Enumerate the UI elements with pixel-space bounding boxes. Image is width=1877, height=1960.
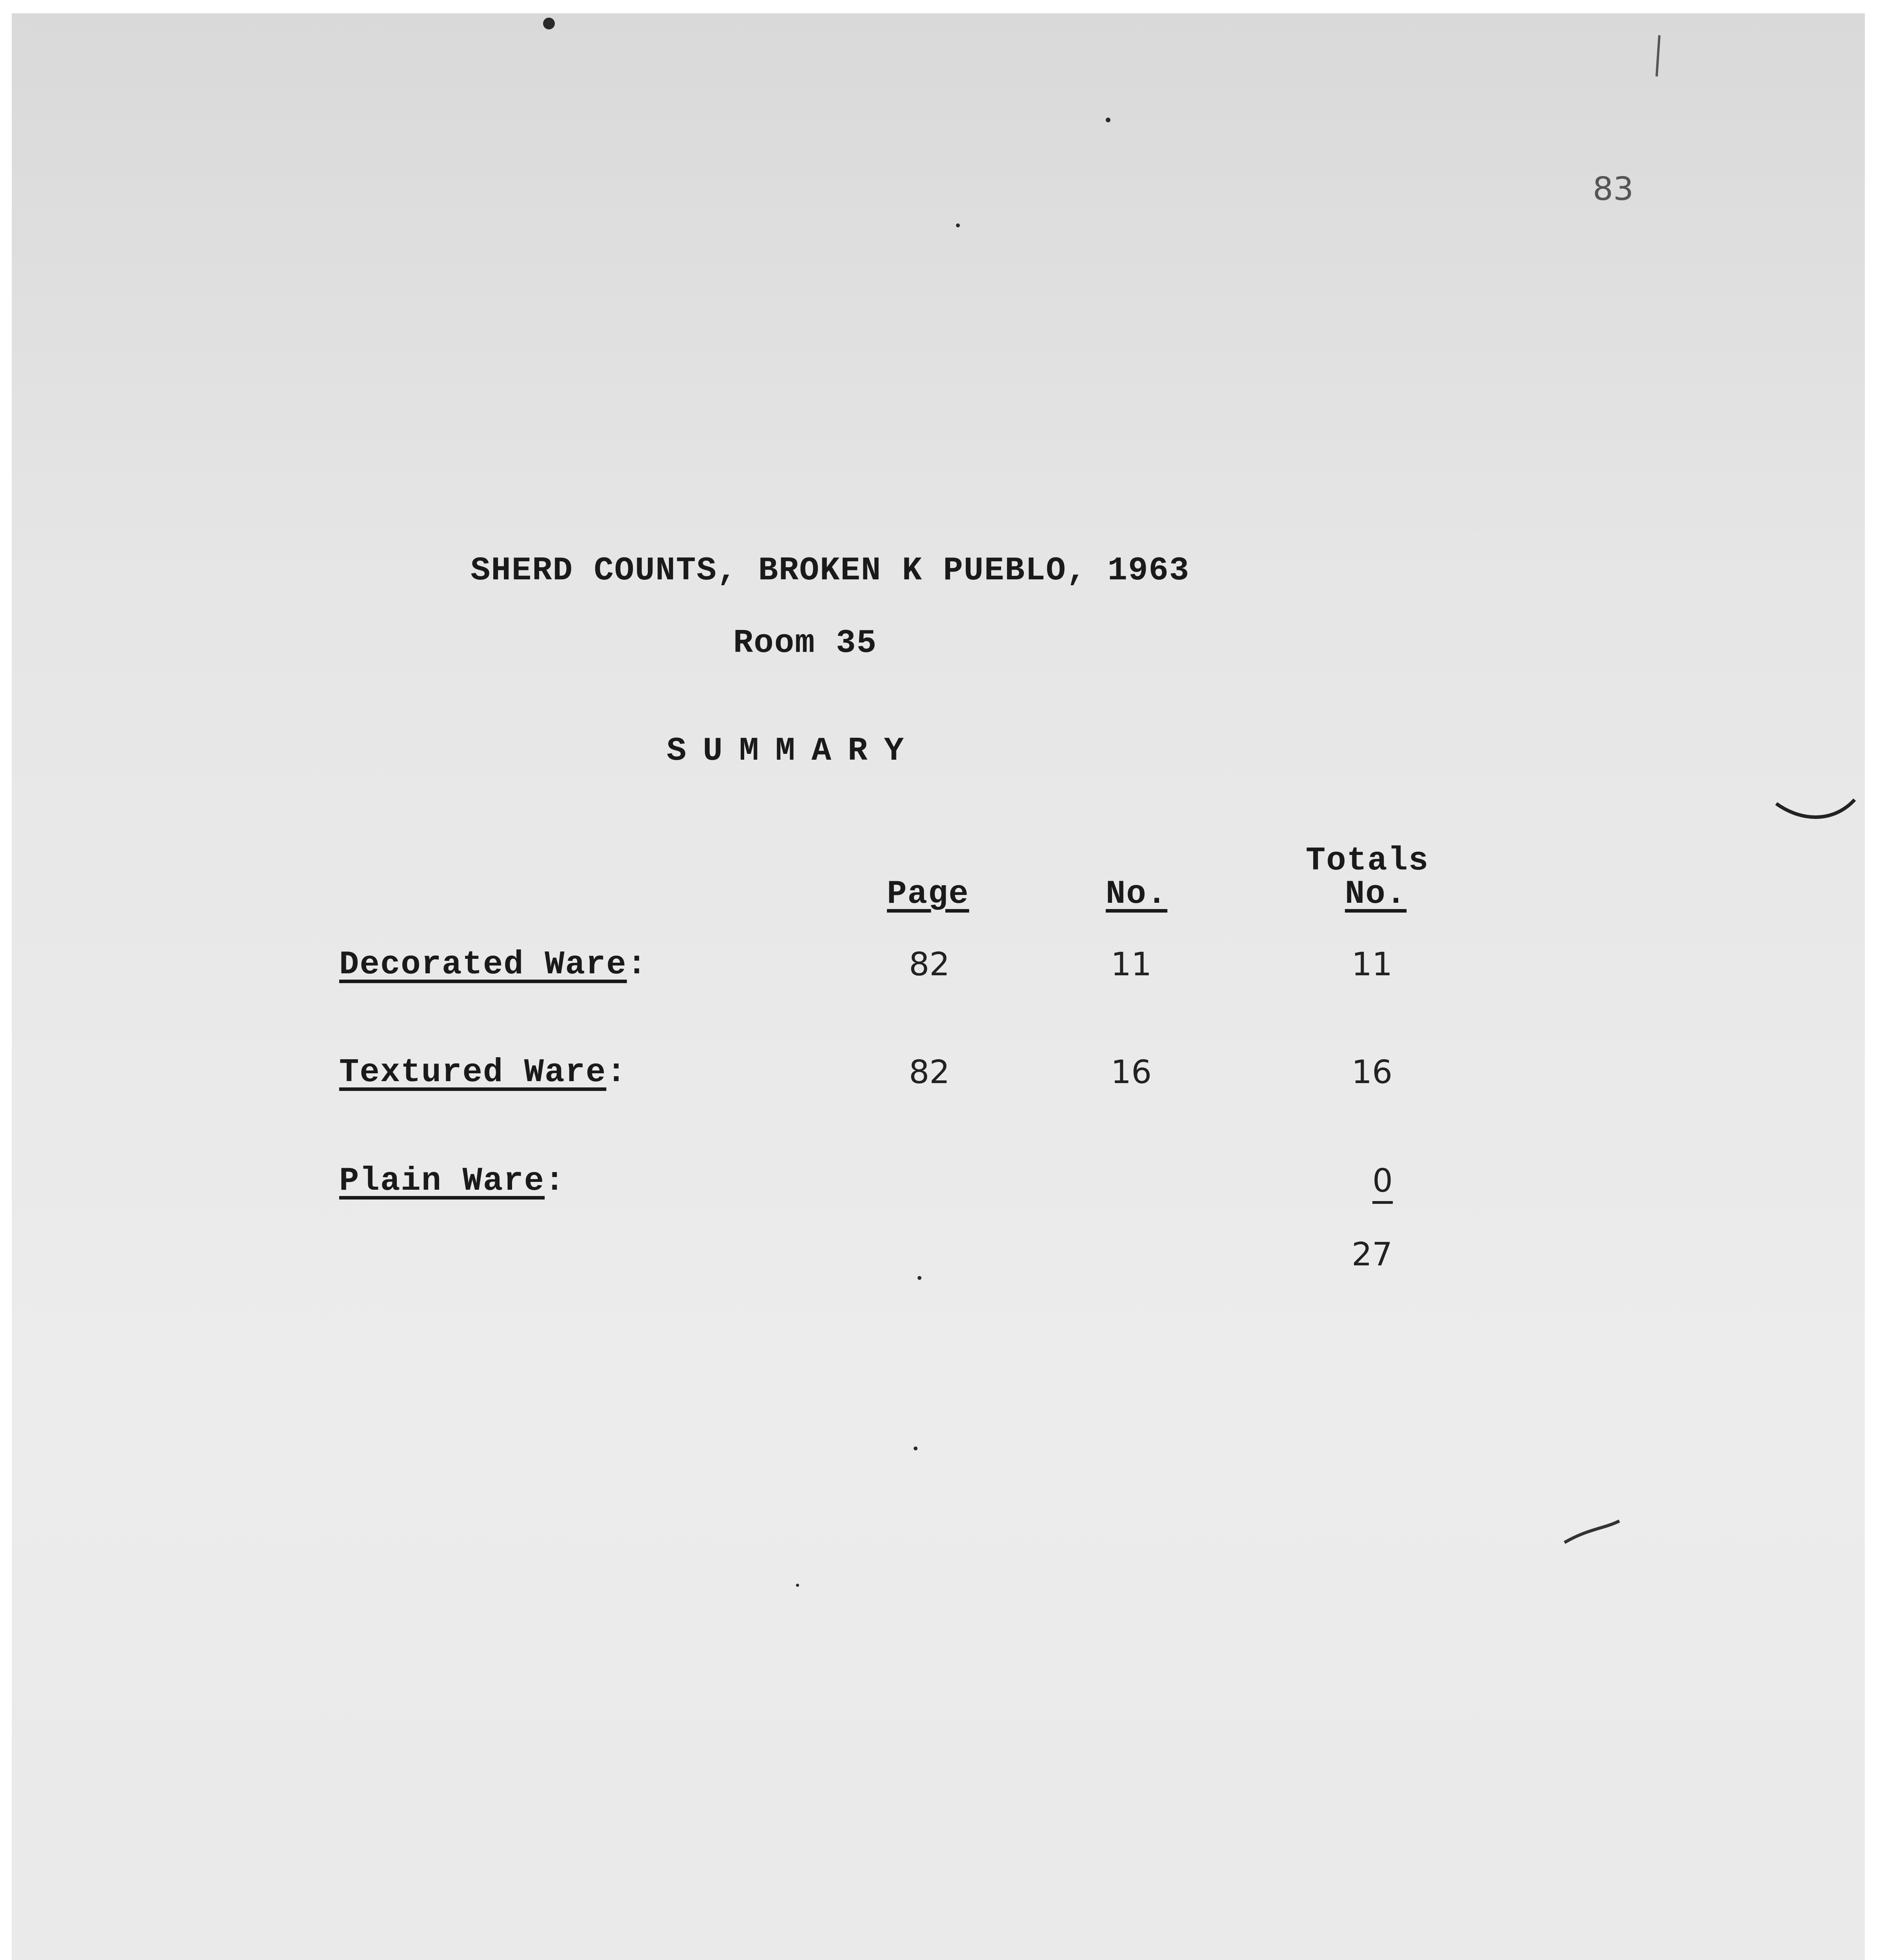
row-textured-page: 82 [909, 1054, 950, 1091]
grand-total: 27 [1352, 1236, 1393, 1273]
decorated-ware-label: Decorated Ware [339, 946, 627, 984]
label-colon: : [606, 1054, 627, 1091]
column-header-totals: Totals [1306, 842, 1429, 880]
plain-ware-label: Plain Ware [339, 1163, 545, 1200]
document-title: SHERD COUNTS, BROKEN K PUEBLO, 1963 [471, 552, 1190, 590]
plain-total-value: 0 [1372, 1162, 1393, 1200]
row-textured-no: 16 [1111, 1054, 1152, 1091]
label-colon: : [545, 1163, 565, 1200]
pencil-stroke [1564, 1521, 1619, 1543]
label-colon: : [627, 946, 648, 984]
page-number: 83 [1593, 171, 1634, 208]
totals-no-text: No. [1345, 876, 1407, 913]
row-decorated-no: 11 [1111, 946, 1152, 983]
row-decorated-page: 82 [909, 946, 950, 983]
pencil-stroke [1657, 35, 1659, 76]
row-textured-total: 16 [1352, 1054, 1393, 1091]
column-header-no: No. [1106, 876, 1168, 913]
room-label: Room 35 [733, 625, 877, 662]
row-decorated-total: 11 [1352, 946, 1393, 983]
column-header-page: Page [887, 876, 969, 913]
textured-ware-label: Textured Ware [339, 1054, 607, 1091]
pencil-stroke [1776, 800, 1855, 817]
summary-heading: SUMMARY [667, 733, 920, 770]
